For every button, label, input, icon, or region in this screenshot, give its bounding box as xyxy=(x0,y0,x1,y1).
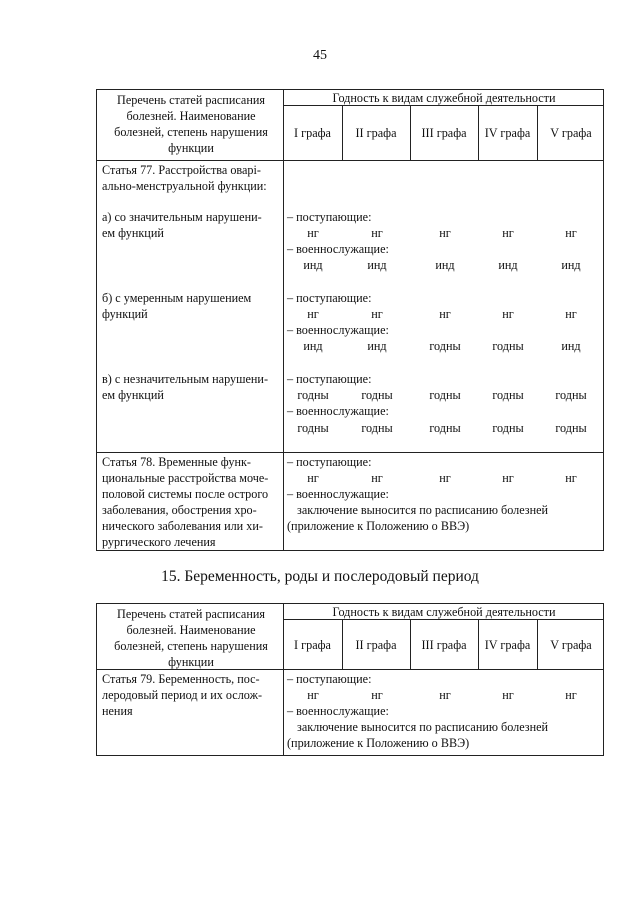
row-b-voen-graf-1: инд xyxy=(303,339,323,353)
table-fitness-1 xyxy=(96,89,604,551)
row-v-voen-graf-4: годны xyxy=(492,421,524,435)
header-graf-2: II графа xyxy=(355,126,397,140)
art78-note-line2: (приложение к Положению о ВВЭ) xyxy=(287,519,470,533)
row-v-voen-label: – военнослужащие: xyxy=(287,404,389,418)
row-b-postup-graf-1: нг xyxy=(307,307,319,321)
row-b-voen-label: – военнослужащие: xyxy=(287,323,389,337)
row-b-label-line1: б) с умеренным нарушением xyxy=(102,291,252,305)
art79-note-line2: (приложение к Положению о ВВЭ) xyxy=(287,736,470,750)
row-a-voen-graf-3: инд xyxy=(435,258,455,272)
row-a-voen-graf-2: инд xyxy=(367,258,387,272)
header-graf-4: IV графа xyxy=(484,638,531,652)
row-v-postup-graf-1: годны xyxy=(297,388,329,402)
article-78-line4: заболевания, обострения хро- xyxy=(102,503,257,517)
article-77-title-line1: Статья 77. Расстройства оварi- xyxy=(102,163,261,177)
row-v-postup-graf-2: годны xyxy=(361,388,393,402)
article-78-line3: половой системы после острого xyxy=(102,487,269,501)
art79-postup-graf-3: нг xyxy=(439,688,451,702)
divider xyxy=(97,452,603,453)
divider xyxy=(97,160,603,161)
art79-note-line1: заключение выносится по расписанию болезней xyxy=(297,720,549,734)
row-a-label-line1: а) со значительным нарушени- xyxy=(102,210,262,224)
article-79-line1: Статья 79. Беременность, пос- xyxy=(102,672,260,686)
row-v-postup-graf-4: годны xyxy=(492,388,524,402)
row-a-postup-graf-2: нг xyxy=(371,226,383,240)
art79-voen-label: – военнослужащие: xyxy=(287,704,389,718)
row-a-voen-label: – военнослужащие: xyxy=(287,242,389,256)
art78-postup-label: – поступающие: xyxy=(287,455,372,469)
row-v-voen-graf-2: годны xyxy=(361,421,393,435)
header-graf-5: V графа xyxy=(550,126,592,140)
row-b-postup-graf-3: нг xyxy=(439,307,451,321)
table-fitness-2 xyxy=(96,603,604,756)
row-a-postup-graf-3: нг xyxy=(439,226,451,240)
article-78-line1: Статья 78. Временные функ- xyxy=(102,455,251,469)
row-v-postup-graf-3: годны xyxy=(429,388,461,402)
header-fitness-group: Годность к видам служебной деятельности xyxy=(332,91,556,105)
header-fitness-group: Годность к видам служебной деятельности xyxy=(332,605,556,619)
row-b-voen-graf-4: годны xyxy=(492,339,524,353)
art79-postup-graf-2: нг xyxy=(371,688,383,702)
header-graf-4: IV графа xyxy=(484,126,531,140)
row-v-voen-graf-1: годны xyxy=(297,421,329,435)
row-b-postup-graf-4: нг xyxy=(502,307,514,321)
row-a-voen-graf-4: инд xyxy=(498,258,518,272)
row-b-postup-label: – поступающие: xyxy=(287,291,372,305)
row-v-voen-graf-3: годны xyxy=(429,421,461,435)
article-78-line2: циональные расстройства моче- xyxy=(102,471,269,485)
art78-voen-label: – военнослужащие: xyxy=(287,487,389,501)
row-v-voen-graf-5: годны xyxy=(555,421,587,435)
art78-postup-graf-3: нг xyxy=(439,471,451,485)
row-a-postup-graf-1: нг xyxy=(307,226,319,240)
art78-note-line1: заключение выносится по расписанию болезней xyxy=(297,503,549,517)
header-col-diseases: Перечень статей расписания болезней. Наименование болезней, степень нарушения функции xyxy=(114,93,268,155)
row-b-postup-graf-5: нг xyxy=(565,307,577,321)
row-v-postup-graf-5: годны xyxy=(555,388,587,402)
row-v-label-line2: ем функций xyxy=(102,388,164,402)
row-b-postup-graf-2: нг xyxy=(371,307,383,321)
art79-postup-graf-4: нг xyxy=(502,688,514,702)
divider xyxy=(283,604,284,755)
row-b-voen-graf-5: инд xyxy=(561,339,581,353)
row-a-label-line2: ем функций xyxy=(102,226,164,240)
art78-postup-graf-4: нг xyxy=(502,471,514,485)
row-a-postup-label: – поступающие: xyxy=(287,210,372,224)
art78-postup-graf-5: нг xyxy=(565,471,577,485)
row-a-voen-graf-5: инд xyxy=(561,258,581,272)
header-col-diseases: Перечень статей расписания болезней. Наименование болезней, степень нарушения функции xyxy=(114,607,268,669)
art79-postup-graf-1: нг xyxy=(307,688,319,702)
art78-postup-graf-2: нг xyxy=(371,471,383,485)
art79-postup-graf-5: нг xyxy=(565,688,577,702)
row-b-voen-graf-2: инд xyxy=(367,339,387,353)
header-graf-2: II графа xyxy=(355,638,397,652)
row-b-voen-graf-3: годны xyxy=(429,339,461,353)
article-79-line3: нения xyxy=(102,704,133,718)
article-77-title-line2: ально-менструальной функции: xyxy=(102,179,267,193)
header-graf-3: III графа xyxy=(421,126,467,140)
row-b-label-line2: функций xyxy=(102,307,148,321)
article-79-line2: леродовый период и их ослож- xyxy=(102,688,263,702)
header-graf-1: I графа xyxy=(294,638,331,652)
header-graf-5: V графа xyxy=(550,638,592,652)
section-title: 15. Беременность, роды и послеродовый период xyxy=(161,568,479,585)
row-a-voen-graf-1: инд xyxy=(303,258,323,272)
art78-postup-graf-1: нг xyxy=(307,471,319,485)
row-v-postup-label: – поступающие: xyxy=(287,372,372,386)
article-78-line6: рургического лечения xyxy=(102,535,216,549)
row-v-label-line1: в) с незначительным нарушени- xyxy=(102,372,269,386)
art79-postup-label: – поступающие: xyxy=(287,672,372,686)
header-graf-1: I графа xyxy=(294,126,331,140)
article-78-line5: нического заболевания или хи- xyxy=(102,519,263,533)
row-a-postup-graf-4: нг xyxy=(502,226,514,240)
header-graf-3: III графа xyxy=(421,638,467,652)
row-a-postup-graf-5: нг xyxy=(565,226,577,240)
page-number: 45 xyxy=(313,48,327,63)
